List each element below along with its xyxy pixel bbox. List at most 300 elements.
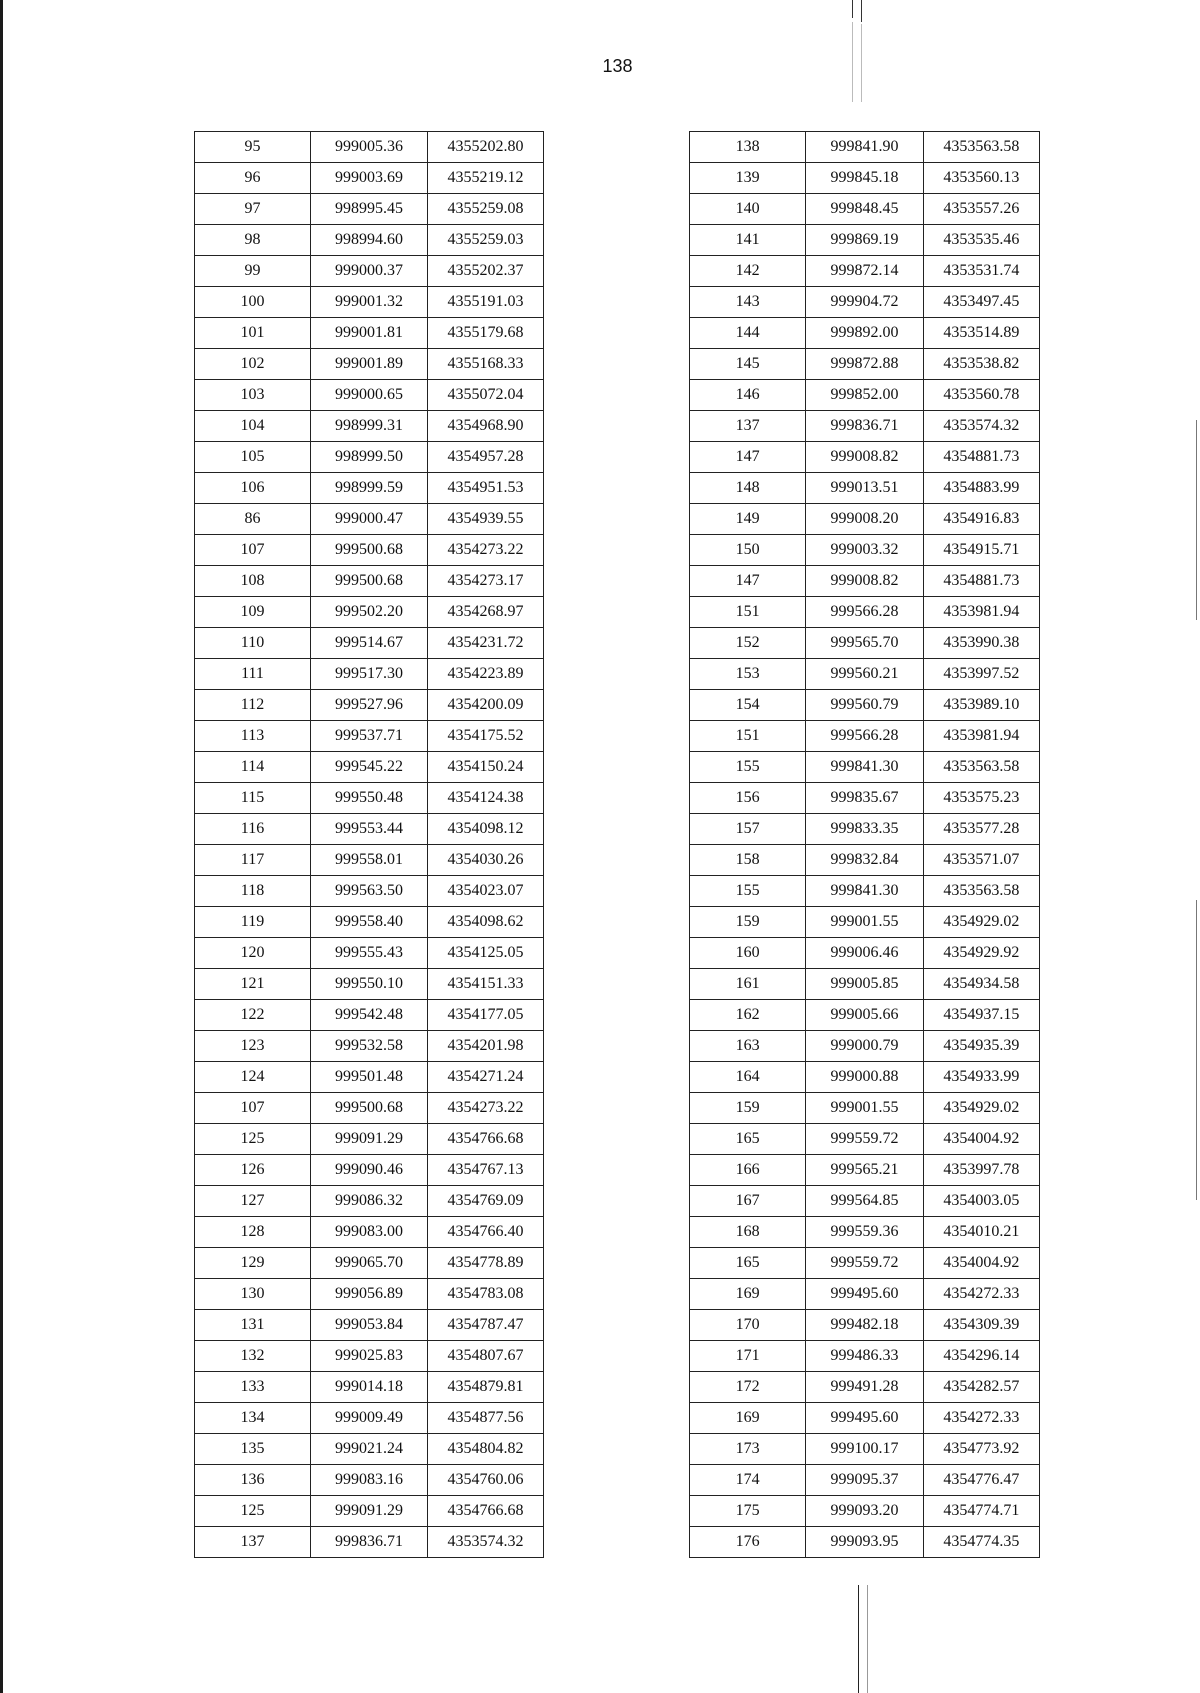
point-id-cell: 143 xyxy=(690,287,806,318)
point-id-cell: 103 xyxy=(195,380,311,411)
point-id-cell: 137 xyxy=(195,1527,311,1558)
point-id-cell: 118 xyxy=(195,876,311,907)
point-id-cell: 127 xyxy=(195,1186,311,1217)
table-row xyxy=(690,380,1040,411)
x-coordinate-cell: 999566.28 xyxy=(806,597,923,628)
table-row xyxy=(195,876,544,907)
point-id-cell: 154 xyxy=(690,690,806,721)
table-row xyxy=(690,814,1040,845)
y-coordinate-cell: 4354776.47 xyxy=(923,1465,1039,1496)
x-coordinate-cell: 999000.79 xyxy=(806,1031,923,1062)
table-row xyxy=(195,1124,544,1155)
table-row xyxy=(195,287,544,318)
x-coordinate-cell: 999553.44 xyxy=(311,814,428,845)
table-row xyxy=(195,783,544,814)
y-coordinate-cell: 4354787.47 xyxy=(428,1310,544,1341)
x-coordinate-cell: 999000.88 xyxy=(806,1062,923,1093)
table-row xyxy=(690,690,1040,721)
x-coordinate-cell: 999100.17 xyxy=(806,1434,923,1465)
y-coordinate-cell: 4354778.89 xyxy=(428,1248,544,1279)
scan-artifact-line xyxy=(1196,900,1197,1200)
x-coordinate-cell: 999000.37 xyxy=(311,256,428,287)
table-row xyxy=(690,349,1040,380)
table-row xyxy=(195,721,544,752)
coordinates-table-right xyxy=(689,131,1040,1558)
table-row xyxy=(690,1279,1040,1310)
x-coordinate-cell: 999003.69 xyxy=(311,163,428,194)
x-coordinate-cell: 999495.60 xyxy=(806,1403,923,1434)
point-id-cell: 129 xyxy=(195,1248,311,1279)
point-id-cell: 176 xyxy=(690,1527,806,1558)
x-coordinate-cell: 999005.85 xyxy=(806,969,923,1000)
y-coordinate-cell: 4354937.15 xyxy=(923,1000,1039,1031)
table-row xyxy=(690,411,1040,442)
table-row xyxy=(690,752,1040,783)
point-id-cell: 114 xyxy=(195,752,311,783)
point-id-cell: 124 xyxy=(195,1062,311,1093)
point-id-cell: 112 xyxy=(195,690,311,721)
x-coordinate-cell: 999841.90 xyxy=(806,132,923,163)
table-row xyxy=(195,938,544,969)
point-id-cell: 105 xyxy=(195,442,311,473)
x-coordinate-cell: 999486.33 xyxy=(806,1341,923,1372)
table-row xyxy=(690,907,1040,938)
table-row xyxy=(690,287,1040,318)
point-id-cell: 169 xyxy=(690,1279,806,1310)
point-id-cell: 155 xyxy=(690,752,806,783)
table-row xyxy=(195,473,544,504)
y-coordinate-cell: 4355168.33 xyxy=(428,349,544,380)
y-coordinate-cell: 4354929.92 xyxy=(923,938,1039,969)
y-coordinate-cell: 4355219.12 xyxy=(428,163,544,194)
point-id-cell: 147 xyxy=(690,566,806,597)
point-id-cell: 142 xyxy=(690,256,806,287)
y-coordinate-cell: 4353497.45 xyxy=(923,287,1039,318)
point-id-cell: 148 xyxy=(690,473,806,504)
point-id-cell: 146 xyxy=(690,380,806,411)
x-coordinate-cell: 999013.51 xyxy=(806,473,923,504)
y-coordinate-cell: 4354783.08 xyxy=(428,1279,544,1310)
point-id-cell: 156 xyxy=(690,783,806,814)
y-coordinate-cell: 4354939.55 xyxy=(428,504,544,535)
table-row xyxy=(690,442,1040,473)
point-id-cell: 120 xyxy=(195,938,311,969)
x-coordinate-cell: 999008.82 xyxy=(806,566,923,597)
point-id-cell: 169 xyxy=(690,1403,806,1434)
point-id-cell: 115 xyxy=(195,783,311,814)
y-coordinate-cell: 4354929.02 xyxy=(923,907,1039,938)
table-row xyxy=(195,411,544,442)
point-id-cell: 117 xyxy=(195,845,311,876)
y-coordinate-cell: 4354098.62 xyxy=(428,907,544,938)
y-coordinate-cell: 4354201.98 xyxy=(428,1031,544,1062)
y-coordinate-cell: 4354929.02 xyxy=(923,1093,1039,1124)
table-row xyxy=(195,814,544,845)
x-coordinate-cell: 999833.35 xyxy=(806,814,923,845)
table-row xyxy=(195,1403,544,1434)
scan-artifact-line xyxy=(861,0,862,22)
table-row xyxy=(690,1031,1040,1062)
x-coordinate-cell: 999835.67 xyxy=(806,783,923,814)
table-row xyxy=(690,504,1040,535)
point-id-cell: 150 xyxy=(690,535,806,566)
x-coordinate-cell: 999001.55 xyxy=(806,907,923,938)
x-coordinate-cell: 999021.24 xyxy=(311,1434,428,1465)
table-row xyxy=(195,659,544,690)
y-coordinate-cell: 4354769.09 xyxy=(428,1186,544,1217)
x-coordinate-cell: 999090.46 xyxy=(311,1155,428,1186)
coordinates-table-left xyxy=(194,131,544,1558)
y-coordinate-cell: 4354916.83 xyxy=(923,504,1039,535)
point-id-cell: 173 xyxy=(690,1434,806,1465)
x-coordinate-cell: 999091.29 xyxy=(311,1124,428,1155)
point-id-cell: 113 xyxy=(195,721,311,752)
table-row xyxy=(195,1434,544,1465)
table-row xyxy=(195,1155,544,1186)
point-id-cell: 137 xyxy=(690,411,806,442)
point-id-cell: 171 xyxy=(690,1341,806,1372)
y-coordinate-cell: 4354766.40 xyxy=(428,1217,544,1248)
y-coordinate-cell: 4353574.32 xyxy=(923,411,1039,442)
x-coordinate-cell: 999001.32 xyxy=(311,287,428,318)
point-id-cell: 160 xyxy=(690,938,806,969)
y-coordinate-cell: 4354296.14 xyxy=(923,1341,1039,1372)
table-row xyxy=(195,907,544,938)
y-coordinate-cell: 4354804.82 xyxy=(428,1434,544,1465)
table-row xyxy=(195,1496,544,1527)
point-id-cell: 159 xyxy=(690,1093,806,1124)
table-row xyxy=(690,535,1040,566)
point-id-cell: 111 xyxy=(195,659,311,690)
point-id-cell: 86 xyxy=(195,504,311,535)
table-row xyxy=(195,225,544,256)
table-row xyxy=(690,597,1040,628)
point-id-cell: 121 xyxy=(195,969,311,1000)
table-row xyxy=(195,194,544,225)
y-coordinate-cell: 4353531.74 xyxy=(923,256,1039,287)
x-coordinate-cell: 999500.68 xyxy=(311,535,428,566)
y-coordinate-cell: 4354774.35 xyxy=(923,1527,1039,1558)
table-row xyxy=(690,845,1040,876)
table-row xyxy=(195,1186,544,1217)
x-coordinate-cell: 999565.21 xyxy=(806,1155,923,1186)
point-id-cell: 128 xyxy=(195,1217,311,1248)
x-coordinate-cell: 999841.30 xyxy=(806,876,923,907)
table-row xyxy=(195,504,544,535)
table-row xyxy=(690,1341,1040,1372)
x-coordinate-cell: 999848.45 xyxy=(806,194,923,225)
y-coordinate-cell: 4353571.07 xyxy=(923,845,1039,876)
point-id-cell: 97 xyxy=(195,194,311,225)
point-id-cell: 141 xyxy=(690,225,806,256)
table-row xyxy=(690,1186,1040,1217)
x-coordinate-cell: 999008.20 xyxy=(806,504,923,535)
y-coordinate-cell: 4354003.05 xyxy=(923,1186,1039,1217)
y-coordinate-cell: 4354915.71 xyxy=(923,535,1039,566)
point-id-cell: 162 xyxy=(690,1000,806,1031)
table-row xyxy=(690,1434,1040,1465)
point-id-cell: 140 xyxy=(690,194,806,225)
x-coordinate-cell: 999005.36 xyxy=(311,132,428,163)
x-coordinate-cell: 999091.29 xyxy=(311,1496,428,1527)
y-coordinate-cell: 4353997.52 xyxy=(923,659,1039,690)
x-coordinate-cell: 999558.01 xyxy=(311,845,428,876)
point-id-cell: 164 xyxy=(690,1062,806,1093)
y-coordinate-cell: 4355179.68 xyxy=(428,318,544,349)
table-row xyxy=(690,1093,1040,1124)
scan-artifact-line xyxy=(852,22,853,102)
x-coordinate-cell: 999550.48 xyxy=(311,783,428,814)
table-row xyxy=(195,752,544,783)
table-row xyxy=(690,876,1040,907)
table-row xyxy=(690,1310,1040,1341)
y-coordinate-cell: 4354150.24 xyxy=(428,752,544,783)
y-coordinate-cell: 4354766.68 xyxy=(428,1124,544,1155)
table-row xyxy=(690,1217,1040,1248)
x-coordinate-cell: 999514.67 xyxy=(311,628,428,659)
x-coordinate-cell: 999502.20 xyxy=(311,597,428,628)
y-coordinate-cell: 4354271.24 xyxy=(428,1062,544,1093)
x-coordinate-cell: 998994.60 xyxy=(311,225,428,256)
x-coordinate-cell: 998999.50 xyxy=(311,442,428,473)
table-row xyxy=(195,845,544,876)
point-id-cell: 95 xyxy=(195,132,311,163)
y-coordinate-cell: 4355202.80 xyxy=(428,132,544,163)
table-row xyxy=(195,597,544,628)
y-coordinate-cell: 4354272.33 xyxy=(923,1279,1039,1310)
x-coordinate-cell: 999065.70 xyxy=(311,1248,428,1279)
table-row xyxy=(690,225,1040,256)
table-row xyxy=(195,318,544,349)
y-coordinate-cell: 4353563.58 xyxy=(923,752,1039,783)
x-coordinate-cell: 999009.49 xyxy=(311,1403,428,1434)
table-row xyxy=(195,1279,544,1310)
point-id-cell: 116 xyxy=(195,814,311,845)
point-id-cell: 100 xyxy=(195,287,311,318)
point-id-cell: 135 xyxy=(195,1434,311,1465)
y-coordinate-cell: 4353574.32 xyxy=(428,1527,544,1558)
point-id-cell: 167 xyxy=(690,1186,806,1217)
table-row xyxy=(195,1000,544,1031)
point-id-cell: 104 xyxy=(195,411,311,442)
x-coordinate-cell: 999482.18 xyxy=(806,1310,923,1341)
scan-edge-line xyxy=(0,0,3,1693)
y-coordinate-cell: 4354766.68 xyxy=(428,1496,544,1527)
table-row xyxy=(195,1248,544,1279)
x-coordinate-cell: 999904.72 xyxy=(806,287,923,318)
point-id-cell: 168 xyxy=(690,1217,806,1248)
table-row xyxy=(690,473,1040,504)
table-row xyxy=(690,969,1040,1000)
table-row xyxy=(195,256,544,287)
point-id-cell: 123 xyxy=(195,1031,311,1062)
x-coordinate-cell: 999852.00 xyxy=(806,380,923,411)
y-coordinate-cell: 4354010.21 xyxy=(923,1217,1039,1248)
y-coordinate-cell: 4353989.10 xyxy=(923,690,1039,721)
x-coordinate-cell: 999517.30 xyxy=(311,659,428,690)
table-row xyxy=(690,1527,1040,1558)
table-row xyxy=(690,132,1040,163)
table-row xyxy=(690,1496,1040,1527)
point-id-cell: 102 xyxy=(195,349,311,380)
table-row xyxy=(195,380,544,411)
x-coordinate-cell: 999083.16 xyxy=(311,1465,428,1496)
table-row xyxy=(195,1093,544,1124)
point-id-cell: 145 xyxy=(690,349,806,380)
point-id-cell: 134 xyxy=(195,1403,311,1434)
x-coordinate-cell: 999000.47 xyxy=(311,504,428,535)
point-id-cell: 107 xyxy=(195,535,311,566)
y-coordinate-cell: 4355191.03 xyxy=(428,287,544,318)
x-coordinate-cell: 999555.43 xyxy=(311,938,428,969)
x-coordinate-cell: 999560.21 xyxy=(806,659,923,690)
point-id-cell: 161 xyxy=(690,969,806,1000)
table-row xyxy=(690,1062,1040,1093)
table-row xyxy=(195,690,544,721)
x-coordinate-cell: 999892.00 xyxy=(806,318,923,349)
point-id-cell: 136 xyxy=(195,1465,311,1496)
table-row xyxy=(195,1527,544,1558)
y-coordinate-cell: 4354934.58 xyxy=(923,969,1039,1000)
table-row xyxy=(690,1124,1040,1155)
x-coordinate-cell: 999006.46 xyxy=(806,938,923,969)
x-coordinate-cell: 999056.89 xyxy=(311,1279,428,1310)
y-coordinate-cell: 4354273.22 xyxy=(428,1093,544,1124)
coordinates-table-right-body xyxy=(690,132,1040,1558)
point-id-cell: 158 xyxy=(690,845,806,876)
point-id-cell: 144 xyxy=(690,318,806,349)
scan-artifact-line xyxy=(1196,420,1197,620)
point-id-cell: 139 xyxy=(690,163,806,194)
point-id-cell: 108 xyxy=(195,566,311,597)
table-row xyxy=(195,535,544,566)
table-row xyxy=(690,1372,1040,1403)
x-coordinate-cell: 999563.50 xyxy=(311,876,428,907)
x-coordinate-cell: 998999.31 xyxy=(311,411,428,442)
x-coordinate-cell: 999836.71 xyxy=(311,1527,428,1558)
point-id-cell: 101 xyxy=(195,318,311,349)
x-coordinate-cell: 999845.18 xyxy=(806,163,923,194)
scan-artifact-line xyxy=(858,1585,859,1693)
x-coordinate-cell: 999086.32 xyxy=(311,1186,428,1217)
point-id-cell: 170 xyxy=(690,1310,806,1341)
y-coordinate-cell: 4354760.06 xyxy=(428,1465,544,1496)
x-coordinate-cell: 999559.72 xyxy=(806,1248,923,1279)
table-row xyxy=(690,566,1040,597)
x-coordinate-cell: 999565.70 xyxy=(806,628,923,659)
y-coordinate-cell: 4354273.22 xyxy=(428,535,544,566)
point-id-cell: 125 xyxy=(195,1124,311,1155)
x-coordinate-cell: 999545.22 xyxy=(311,752,428,783)
y-coordinate-cell: 4355072.04 xyxy=(428,380,544,411)
table-row xyxy=(195,442,544,473)
table-row xyxy=(690,1403,1040,1434)
y-coordinate-cell: 4354231.72 xyxy=(428,628,544,659)
scan-artifact-line xyxy=(861,24,862,102)
point-id-cell: 132 xyxy=(195,1341,311,1372)
point-id-cell: 131 xyxy=(195,1310,311,1341)
x-coordinate-cell: 999542.48 xyxy=(311,1000,428,1031)
x-coordinate-cell: 999832.84 xyxy=(806,845,923,876)
y-coordinate-cell: 4354223.89 xyxy=(428,659,544,690)
table-row xyxy=(195,132,544,163)
table-row xyxy=(690,256,1040,287)
x-coordinate-cell: 999025.83 xyxy=(311,1341,428,1372)
point-id-cell: 152 xyxy=(690,628,806,659)
y-coordinate-cell: 4353981.94 xyxy=(923,721,1039,752)
point-id-cell: 165 xyxy=(690,1248,806,1279)
y-coordinate-cell: 4354881.73 xyxy=(923,442,1039,473)
x-coordinate-cell: 999001.89 xyxy=(311,349,428,380)
point-id-cell: 125 xyxy=(195,1496,311,1527)
point-id-cell: 172 xyxy=(690,1372,806,1403)
x-coordinate-cell: 999003.32 xyxy=(806,535,923,566)
point-id-cell: 165 xyxy=(690,1124,806,1155)
coordinates-table-left-body xyxy=(195,132,544,1558)
x-coordinate-cell: 999872.88 xyxy=(806,349,923,380)
x-coordinate-cell: 999014.18 xyxy=(311,1372,428,1403)
x-coordinate-cell: 999008.82 xyxy=(806,442,923,473)
x-coordinate-cell: 998999.59 xyxy=(311,473,428,504)
y-coordinate-cell: 4354200.09 xyxy=(428,690,544,721)
point-id-cell: 166 xyxy=(690,1155,806,1186)
table-row xyxy=(690,659,1040,690)
x-coordinate-cell: 999093.95 xyxy=(806,1527,923,1558)
y-coordinate-cell: 4355259.08 xyxy=(428,194,544,225)
table-row xyxy=(690,1155,1040,1186)
table-row xyxy=(195,1465,544,1496)
y-coordinate-cell: 4354268.97 xyxy=(428,597,544,628)
table-row xyxy=(195,1310,544,1341)
point-id-cell: 122 xyxy=(195,1000,311,1031)
table-row xyxy=(690,938,1040,969)
y-coordinate-cell: 4354951.53 xyxy=(428,473,544,504)
table-row xyxy=(690,318,1040,349)
point-id-cell: 149 xyxy=(690,504,806,535)
y-coordinate-cell: 4353557.26 xyxy=(923,194,1039,225)
y-coordinate-cell: 4353538.82 xyxy=(923,349,1039,380)
point-id-cell: 126 xyxy=(195,1155,311,1186)
y-coordinate-cell: 4353997.78 xyxy=(923,1155,1039,1186)
y-coordinate-cell: 4354125.05 xyxy=(428,938,544,969)
point-id-cell: 138 xyxy=(690,132,806,163)
x-coordinate-cell: 999564.85 xyxy=(806,1186,923,1217)
table-row xyxy=(195,1217,544,1248)
y-coordinate-cell: 4355259.03 xyxy=(428,225,544,256)
y-coordinate-cell: 4354282.57 xyxy=(923,1372,1039,1403)
y-coordinate-cell: 4354124.38 xyxy=(428,783,544,814)
point-id-cell: 159 xyxy=(690,907,806,938)
x-coordinate-cell: 999560.79 xyxy=(806,690,923,721)
y-coordinate-cell: 4353990.38 xyxy=(923,628,1039,659)
x-coordinate-cell: 999869.19 xyxy=(806,225,923,256)
y-coordinate-cell: 4354098.12 xyxy=(428,814,544,845)
x-coordinate-cell: 999491.28 xyxy=(806,1372,923,1403)
y-coordinate-cell: 4353514.89 xyxy=(923,318,1039,349)
point-id-cell: 153 xyxy=(690,659,806,690)
point-id-cell: 119 xyxy=(195,907,311,938)
x-coordinate-cell: 998995.45 xyxy=(311,194,428,225)
y-coordinate-cell: 4353981.94 xyxy=(923,597,1039,628)
point-id-cell: 151 xyxy=(690,721,806,752)
table-row xyxy=(195,969,544,1000)
point-id-cell: 109 xyxy=(195,597,311,628)
table-row xyxy=(690,721,1040,752)
y-coordinate-cell: 4354807.67 xyxy=(428,1341,544,1372)
point-id-cell: 130 xyxy=(195,1279,311,1310)
point-id-cell: 107 xyxy=(195,1093,311,1124)
table-row xyxy=(195,1341,544,1372)
